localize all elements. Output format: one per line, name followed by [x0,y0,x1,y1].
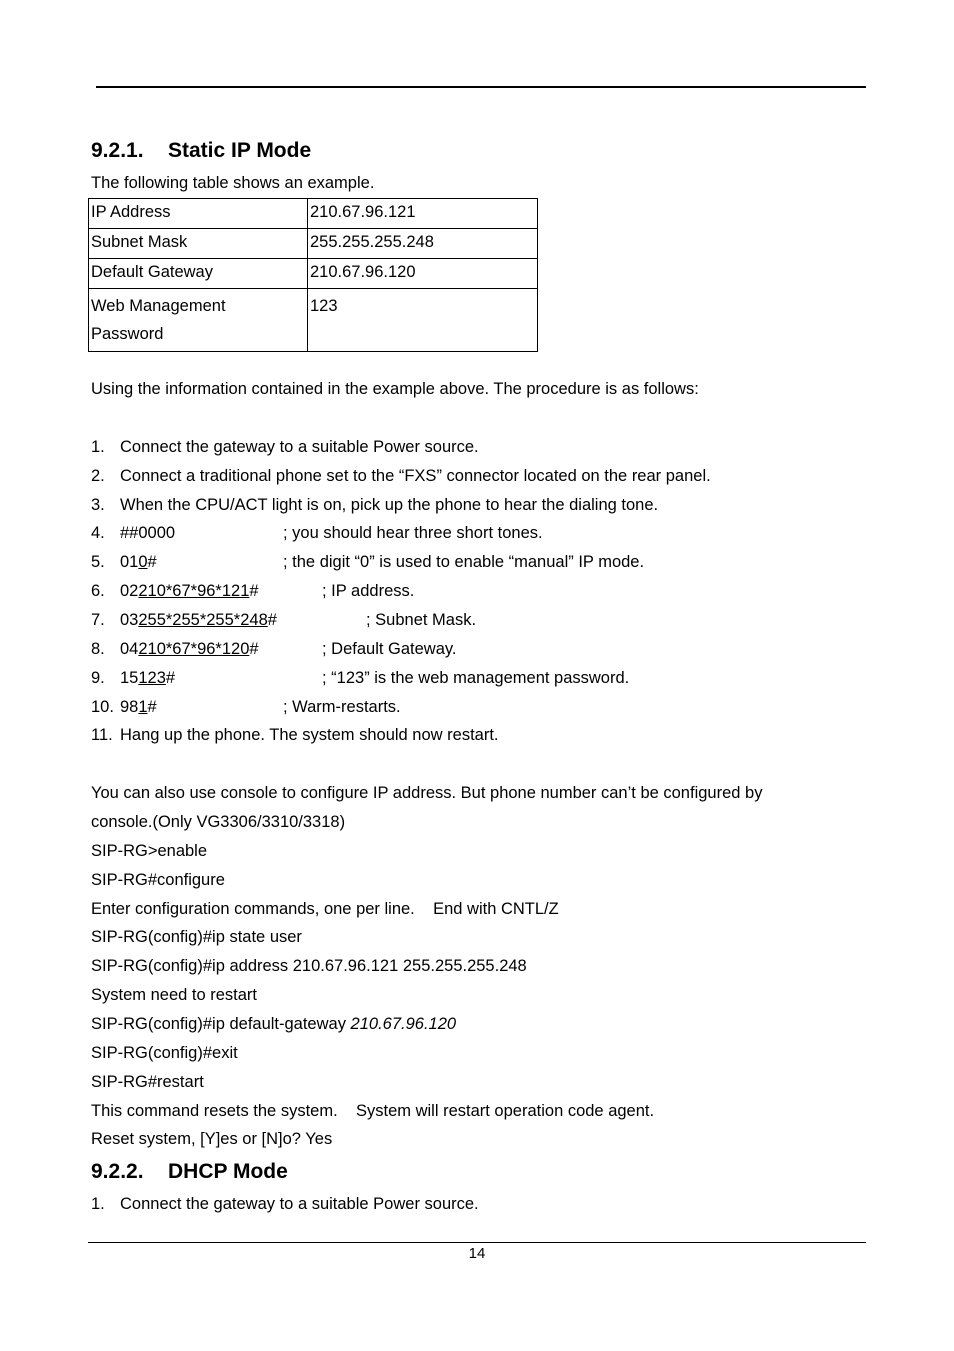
table-cell-line: Web Management [91,297,226,315]
step-note: ; Default Gateway. [322,640,457,658]
step-note: ; Warm-restarts. [283,698,401,716]
list-item [91,467,711,486]
list-number: 5. [91,553,105,571]
section-number: 9.2.2. [91,1160,144,1183]
list-item [91,438,479,457]
list-text: Connect a traditional phone set to the “FXS” connector located on the rear panel. [120,467,711,485]
console-line: SIP-RG#configure [91,871,225,889]
step-note: ; IP address. [322,582,415,600]
page-number: 14 [468,1245,486,1262]
procedure-intro: Using the information contained in the example above. The procedure is as follows: [91,380,699,398]
list-text: Connect the gateway to a suitable Power source. [120,438,479,456]
table-cell: 123 [308,289,538,352]
list-number: 11. [91,726,113,744]
list-text: Connect the gateway to a suitable Power source. [120,1195,479,1213]
table-cell [89,289,308,352]
step-note: ; the digit “0” is used to enable “manual” IP mode. [283,553,645,571]
header-rule [96,86,866,88]
list-number: 6. [91,582,105,600]
console-line: SIP-RG(config)#exit [91,1044,238,1062]
list-number: 9. [91,669,105,687]
console-intro: You can also use console to configure IP address. But phone number can’t be configured by [91,784,763,802]
list-text: When the CPU/ACT light is on, pick up the phone to hear the dialing tone. [120,496,659,514]
console-line: This command resets the system. System will restart operation code agent. [91,1102,655,1120]
list-item [91,611,277,630]
step-note: ; you should hear three short tones. [283,524,543,542]
table-cell: 210.67.96.121 [308,199,538,229]
table-cell: 210.67.96.120 [308,259,538,289]
footer-rule [88,1242,866,1243]
table-cell: 255.255.255.248 [308,229,538,259]
list-item [91,524,175,543]
list-item [91,669,175,688]
table-row [89,199,538,229]
dial-code: ##0000 [120,524,176,542]
dial-code: 981# [120,698,157,716]
table-row [89,289,538,352]
console-intro: console.(Only VG3306/3310/3318) [91,813,346,831]
dial-code: 15123# [120,669,176,687]
table-row [89,229,538,259]
console-line: Enter configuration commands, one per line. End with CNTL/Z [91,900,559,918]
list-item [91,698,157,717]
list-number: 4. [91,524,105,542]
console-line: SIP-RG(config)#ip default-gateway 210.67.96.120 [91,1015,457,1033]
console-line: System need to restart [91,986,257,1004]
section-number: 9.2.1. [91,139,144,162]
section-title: DHCP Mode [168,1160,288,1183]
dial-code: 02210*67*96*121# [120,582,259,600]
list-number: 1. [91,1195,105,1213]
section-heading-dhcp [91,1160,288,1184]
list-item [91,582,259,601]
step-note: ; Subnet Mask. [366,611,477,629]
example-table [88,198,538,352]
list-number: 1. [91,438,105,456]
table-cell-line: Password [91,325,164,343]
step-note: ; “123” is the web management password. [322,669,630,687]
section-heading-static-ip [91,139,311,163]
table-row [89,259,538,289]
console-line: SIP-RG(config)#ip state user [91,928,302,946]
dial-code: 010# [120,553,157,571]
list-item [91,496,658,515]
table-cell: Default Gateway [89,259,308,289]
list-item [91,1195,479,1214]
list-item [91,640,259,659]
list-number: 10. [91,698,114,716]
table-intro: The following table shows an example. [91,174,375,192]
section-title: Static IP Mode [168,139,312,162]
console-line: Reset system, [Y]es or [N]o? Yes [91,1130,333,1148]
list-number: 3. [91,496,105,514]
console-line: SIP-RG#restart [91,1073,204,1091]
list-number: 7. [91,611,105,629]
list-item [91,553,157,572]
dial-code: 03255*255*255*248# [120,611,277,629]
console-line: SIP-RG>enable [91,842,208,860]
table-cell: Subnet Mask [89,229,308,259]
list-item [91,726,499,745]
list-number: 2. [91,467,105,485]
list-number: 8. [91,640,105,658]
list-text: Hang up the phone. The system should now restart. [120,726,499,744]
dial-code: 04210*67*96*120# [120,640,259,658]
table-cell: IP Address [89,199,308,229]
console-line: SIP-RG(config)#ip address 210.67.96.121 255.255.255.248 [91,957,527,975]
